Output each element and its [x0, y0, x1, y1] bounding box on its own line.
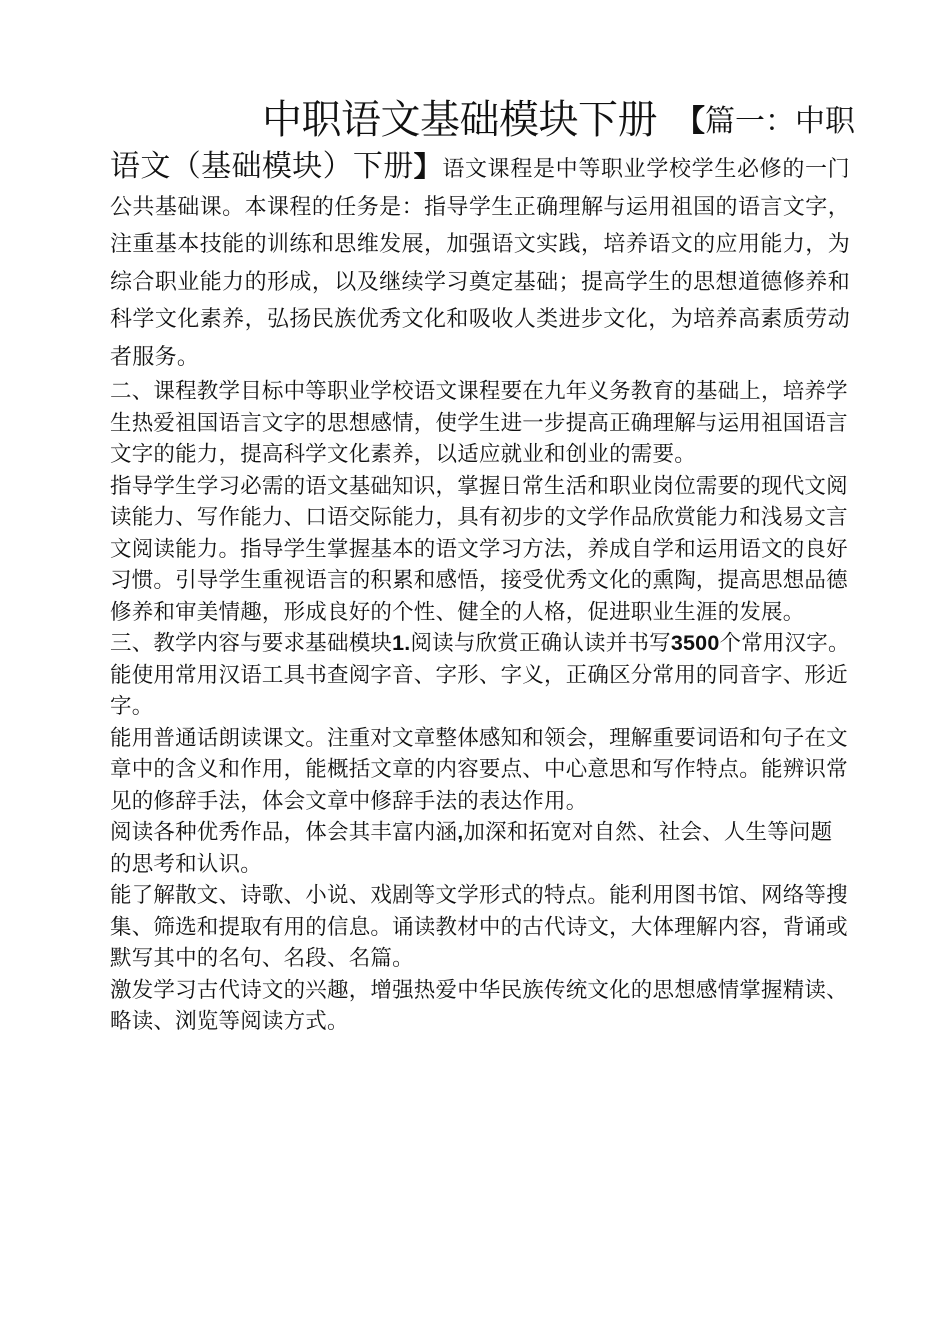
paragraph-works — [110, 817, 850, 880]
document-title — [110, 92, 855, 148]
intro-body: 语文课程是中等职业学校学生必修的一门公共基础课。本课程的任务是：指导学生正确理解与运用祖国的语言文字，注重基本技能的训练和思维发展，加强语文实践，培养语文的应用能力，为综合职业能力的形成，以及继续学习奠定基础；提高学生的思想道德修养和科学文化素养，弘扬民族优秀文化和吸收人类进步文化，为培养高素质劳动者服务。 — [110, 157, 850, 370]
paragraph-content — [110, 628, 850, 660]
paragraph-literary-forms: 能了解散文、诗歌、小说、戏剧等文学形式的特点。能利用图书馆、网络等搜集、筛选和提取有用的信息。诵读教材中的古代诗文，大体理解内容，背诵或默写其中的名句、名段、名篇。 — [110, 883, 848, 971]
works-text-b: 加深和拓宽对自然、社会、人生等问题的思考和认识。 — [110, 820, 833, 877]
content-num-1: 1. — [392, 631, 411, 655]
content-text-c: 个常用汉字。 — [719, 631, 850, 656]
intro-lead: 语文（基础模块）下册 — [110, 149, 414, 184]
paragraph-read-aloud: 能用普通话朗读课文。注重对文章整体感知和领会，理解重要词语和句子在文章中的含义和作用，能概括文章的内容要点、中心意思和写作特点。能辨识常见的修辞手法，体会文章中修辞手法的表达作用。 — [110, 725, 848, 814]
document-page — [110, 92, 855, 1038]
works-text-a: 阅读各种优秀作品，体会其丰富内涵 — [110, 820, 458, 845]
paragraph-interest: 激发学习古代诗文的兴趣，增强热爱中华民族传统文化的思想感情掌握精读、略读、浏览等阅读方式。 — [110, 977, 848, 1034]
title-bracket-left: 【 — [675, 104, 703, 139]
paragraph-course-goal: 二、课程教学目标中等职业学校语文课程要在九年义务教育的基础上，培养学生热爱祖国语言文字的思想感情，使学生进一步提高正确理解与运用祖国语言文字的能力，提高科学文化素养，以适应就业和创业的需要。 — [110, 379, 848, 467]
content-text-b: 阅读与欣赏正确认读并书写 — [410, 631, 671, 656]
works-comma: , — [457, 820, 464, 844]
title-main: 中职语文基础模块下册 — [262, 97, 657, 143]
title-part2: 篇一：中职 — [705, 104, 855, 139]
content-num-3500: 3500 — [670, 631, 720, 655]
paragraph-guide: 指导学生学习必需的语文基础知识，掌握日常生活和职业岗位需要的现代文阅读能力、写作能力、口语交际能力，具有初步的文学作品欣赏能力和浅易文言文阅读能力。指导学生掌握基本的语文学习方法，养成自学和运用语文的良好习惯。引导学生重视语言的积累和感悟，接受优秀文化的熏陶，提高思想品德修养和审美情趣，形成良好的个性、健全的人格，促进职业生涯的发展。 — [110, 473, 848, 625]
intro-bracket-right: 】 — [413, 150, 443, 183]
paragraph-dictionary: 能使用常用汉语工具书查阅字音、字形、字义，正确区分常用的同音字、形近字。 — [110, 662, 848, 719]
content-text-a: 三、教学内容与要求基础模块 — [110, 631, 393, 656]
intro-paragraph — [110, 148, 850, 376]
